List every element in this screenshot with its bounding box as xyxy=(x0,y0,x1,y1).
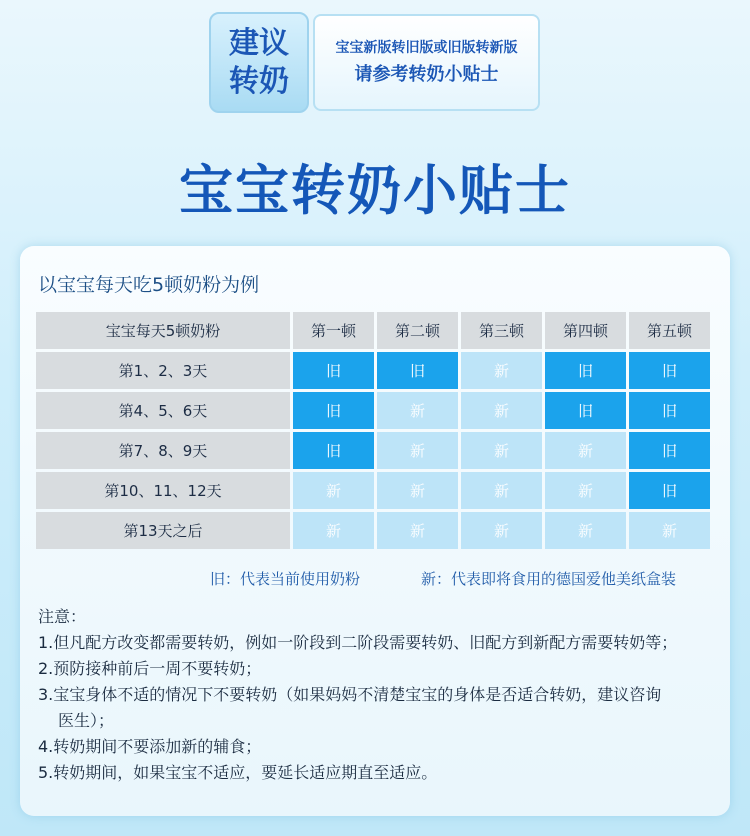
column-header: 第二顿 xyxy=(377,312,458,349)
cell-new-formula: 新 xyxy=(461,432,542,469)
cell-old-formula: 旧 xyxy=(629,352,710,389)
legend-old: 旧：代表当前使用奶粉 xyxy=(210,570,361,588)
tips-panel xyxy=(20,246,730,816)
table-corner-header: 宝宝每天5顿奶粉 xyxy=(36,312,290,349)
cell-old-formula: 旧 xyxy=(545,352,626,389)
badge-left-line1: 建议 xyxy=(229,25,289,61)
cell-new-formula: 新 xyxy=(377,432,458,469)
note-item: 2.预防接种前后一周不要转奶； xyxy=(38,659,262,678)
column-header: 第四顿 xyxy=(545,312,626,349)
cell-old-formula: 旧 xyxy=(377,352,458,389)
column-header: 第五顿 xyxy=(629,312,710,349)
cell-old-formula: 旧 xyxy=(629,472,710,509)
column-header: 第三顿 xyxy=(461,312,542,349)
legend-new: 新：代表即将食用的德国爱他美纸盒装 xyxy=(421,570,677,588)
cell-new-formula: 新 xyxy=(461,472,542,509)
cell-old-formula: 旧 xyxy=(293,392,374,429)
badge-caption: 请参考转奶小贴士 xyxy=(354,63,499,85)
note-item: 3.宝宝身体不适的情况下不要转奶（如果妈妈不清楚宝宝的身体是否适合转奶，建议咨询 xyxy=(38,685,662,704)
note-item: 5.转奶期间，如果宝宝不适应，要延长适应期直至适应。 xyxy=(38,763,438,782)
cell-new-formula: 新 xyxy=(461,352,542,389)
cell-new-formula: 新 xyxy=(461,392,542,429)
notes-title: 注意： xyxy=(38,607,87,626)
note-item: 1.但凡配方改变都需要转奶，例如一阶段到二阶段需要转奶、旧配方到新配方需要转奶等； xyxy=(38,633,678,652)
badge-right-block xyxy=(313,14,540,111)
cell-old-formula: 旧 xyxy=(293,432,374,469)
cell-new-formula: 新 xyxy=(377,472,458,509)
cell-old-formula: 旧 xyxy=(629,392,710,429)
cell-new-formula: 新 xyxy=(293,512,374,549)
cell-old-formula: 旧 xyxy=(545,392,626,429)
cell-new-formula: 新 xyxy=(461,512,542,549)
badge-subtitle: 宝宝新版转旧版或旧版转新版 xyxy=(335,39,518,56)
cell-new-formula: 新 xyxy=(545,472,626,509)
note-item: 4.转奶期间不要添加新的辅食； xyxy=(38,737,262,756)
cell-new-formula: 新 xyxy=(377,392,458,429)
row-label: 第7、8、9天 xyxy=(36,432,290,469)
badge-left-block xyxy=(209,12,309,113)
notes-section xyxy=(38,604,718,786)
panel-title: 以宝宝每天吃5顿奶粉为例 xyxy=(38,274,260,296)
page-title: 宝宝转奶小贴士 xyxy=(179,159,571,222)
cell-new-formula: 新 xyxy=(545,432,626,469)
row-label: 第4、5、6天 xyxy=(36,392,290,429)
intro-badge xyxy=(209,12,540,113)
row-label: 第1、2、3天 xyxy=(36,352,290,389)
cell-new-formula: 新 xyxy=(545,512,626,549)
cell-old-formula: 旧 xyxy=(293,352,374,389)
cell-new-formula: 新 xyxy=(629,512,710,549)
row-label: 第10、11、12天 xyxy=(36,472,290,509)
cell-new-formula: 新 xyxy=(293,472,374,509)
column-header: 第一顿 xyxy=(293,312,374,349)
badge-left-line2: 转奶 xyxy=(229,63,289,99)
cell-new-formula: 新 xyxy=(377,512,458,549)
note-item-continued: 医生）； xyxy=(58,711,115,730)
row-label: 第13天之后 xyxy=(36,512,290,549)
cell-old-formula: 旧 xyxy=(629,432,710,469)
